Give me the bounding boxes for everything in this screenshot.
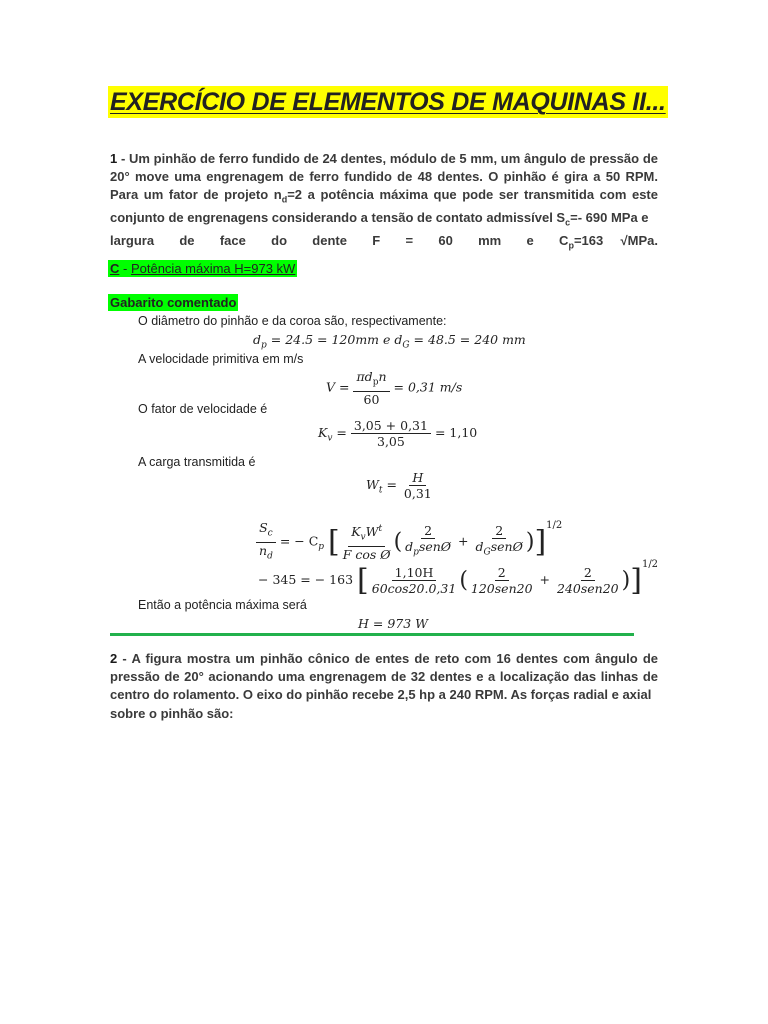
eq5-n-sub: d bbox=[267, 551, 273, 561]
q1-line-5 bbox=[110, 232, 658, 255]
solution-line-3: O fator de velocidade é bbox=[138, 402, 268, 416]
equation-max-power: H = 973 W bbox=[358, 616, 429, 631]
question-2-number: 2 bbox=[110, 651, 118, 666]
eq5-kw-frac bbox=[340, 522, 394, 562]
eq5-k-sub: v bbox=[360, 532, 366, 543]
eq5-close-paren: ) bbox=[525, 529, 535, 555]
eq6-lhs: − 345 = − 163 bbox=[258, 572, 354, 587]
solution-line-5: Então a potência máxima será bbox=[138, 598, 307, 612]
eq6-close-bracket: ] bbox=[630, 563, 642, 598]
eq5-f2 bbox=[473, 523, 526, 561]
eq1-sub-p: p bbox=[261, 340, 267, 351]
eq6-c-num: 2 bbox=[581, 565, 595, 581]
eq6-plus: + bbox=[539, 572, 551, 587]
solution-line-2: A velocidade primitiva em m/s bbox=[138, 352, 304, 366]
answer-highlight bbox=[108, 260, 297, 277]
equation-contact-stress bbox=[256, 520, 562, 564]
equation-velocity bbox=[326, 369, 462, 407]
eq5-w: W bbox=[365, 524, 379, 540]
eq4-fraction bbox=[401, 470, 435, 501]
eq1-sub-g: G bbox=[402, 340, 410, 351]
question-2 bbox=[110, 650, 658, 723]
eq3-rhs: = 1,10 bbox=[434, 425, 478, 440]
solution-line-4: A carga transmitida é bbox=[138, 455, 256, 469]
eq6-a bbox=[369, 565, 460, 596]
question-1-number: 1 bbox=[110, 151, 118, 166]
eq6-open-bracket: [ bbox=[357, 563, 369, 598]
q2-line-1: - A figura mostra um pinhão cônico de entes de reto com 16 dentes com ângulo de bbox=[117, 651, 658, 666]
eq6-a-num: 1,10H bbox=[392, 565, 437, 581]
q1-line-3a: Para um fator de projeto n bbox=[110, 187, 282, 203]
eq6-b-num: 2 bbox=[495, 565, 509, 581]
eq5-open-paren: ( bbox=[393, 529, 403, 555]
q1-line-1: - Um pinhão de ferro fundido de 24 dentes, módulo de 5 mm, um ângulo de pressão bbox=[117, 151, 640, 166]
eq5-f1 bbox=[402, 523, 454, 561]
eq6-exp: 1/2 bbox=[641, 558, 659, 570]
q1-line-5b: =163 √MPa. bbox=[573, 233, 658, 248]
eq6-c-den: 240sen20 bbox=[557, 581, 619, 596]
eq4-den: 0,31 bbox=[403, 486, 432, 501]
eq2-den: 60 bbox=[363, 391, 380, 407]
eq5-f1-sub: p bbox=[413, 547, 419, 558]
eq5-mid: = − C bbox=[279, 533, 319, 549]
eq4-w: W bbox=[366, 477, 379, 492]
eq6-open-paren: ( bbox=[459, 568, 468, 593]
eq5-f2-num: 2 bbox=[492, 523, 506, 539]
eq2-rhs: = 0,31 m/s bbox=[393, 379, 463, 395]
eq2-fraction bbox=[353, 369, 389, 407]
eq5-s-sub: c bbox=[267, 528, 273, 539]
eq3-fraction bbox=[351, 418, 431, 449]
eq5-f2-d: d bbox=[475, 539, 484, 555]
eq1-d: d bbox=[253, 332, 262, 347]
eq6-close-paren: ) bbox=[621, 568, 631, 593]
q1-line-5a: largura de face do dente F = 60 mm e C bbox=[110, 233, 569, 248]
eq4-sub: t bbox=[378, 485, 383, 496]
eq3-eq: = bbox=[332, 425, 347, 440]
eq6-a-den: 60cos20.0,31 bbox=[371, 581, 457, 596]
section-divider bbox=[110, 633, 634, 636]
equation-substitution bbox=[258, 558, 659, 598]
q1-sub-c: c bbox=[565, 217, 571, 228]
eq5-mid-sub: p bbox=[318, 542, 325, 552]
eq5-n: n bbox=[259, 542, 268, 558]
equation-diameters bbox=[253, 332, 526, 351]
eq2-num: πd bbox=[356, 369, 373, 384]
eq6-b bbox=[468, 565, 536, 596]
q2-line-4: sobre o pinhão são: bbox=[110, 705, 234, 721]
equation-load bbox=[366, 470, 435, 501]
eq5-f1-num: 2 bbox=[421, 523, 435, 539]
eq2-num-sub: p bbox=[372, 377, 379, 388]
eq5-f2-sub: G bbox=[483, 547, 491, 558]
eq3-sub: v bbox=[327, 433, 333, 444]
eq6-b-den: 120sen20 bbox=[470, 581, 533, 596]
equation-velocity-factor bbox=[318, 418, 477, 449]
eq5-s: S bbox=[259, 520, 268, 535]
eq5-f1-d: d bbox=[405, 539, 414, 555]
q2-line-3: centro do rolamento. O eixo do pinhão recebe 2,5 hp a 240 RPM. As forças radial e axial bbox=[110, 687, 652, 703]
eq2-lhs: V = bbox=[326, 379, 350, 395]
q1-sub-d: d bbox=[281, 195, 288, 205]
eq4-num: H bbox=[412, 470, 424, 485]
answer-letter: C bbox=[110, 261, 120, 276]
q1-sub-p: p bbox=[568, 240, 574, 251]
q2-line-2: pressão de 20° acionando uma engrenagem de 32 dentes e a localização das linhas de bbox=[110, 669, 658, 685]
q1-line-4b: =- 690 MPa e bbox=[570, 210, 649, 226]
gabarito-heading: Gabarito comentado bbox=[110, 295, 237, 310]
q1-line-2: de 20° move uma engrenagem de ferro fundido de 48 dentes. O pinhão é gira a 50 RPM. bbox=[110, 151, 658, 185]
q1-line-4a: conjunto de engrenagens considerando a tensão de contato admissível S bbox=[110, 210, 566, 226]
eq5-k-den: F cos Ø bbox=[342, 546, 391, 562]
answer-separator: - bbox=[119, 261, 131, 276]
eq5-plus: + bbox=[458, 533, 469, 549]
eq5-exp: 1/2 bbox=[546, 520, 563, 532]
eq3-num: 3,05 + 0,31 bbox=[351, 418, 431, 434]
eq5-w-sup: t bbox=[378, 524, 383, 535]
eq5-close-bracket: ] bbox=[534, 524, 547, 560]
q1-line-3b: =2 a potência máxima que pode ser transmitida com este bbox=[287, 187, 658, 203]
eq1-mid: = 24.5 = 120mm e d bbox=[266, 332, 403, 347]
eq3-k: K bbox=[318, 425, 328, 440]
question-1 bbox=[110, 150, 658, 255]
eq1-end: = 48.5 = 240 mm bbox=[409, 332, 526, 347]
eq5-open-bracket: [ bbox=[328, 524, 340, 560]
eq4-eq: = bbox=[382, 477, 397, 492]
eq5-f1-end: senØ bbox=[418, 539, 452, 555]
eq5-f2-end: senØ bbox=[490, 539, 523, 555]
eq3-den: 3,05 bbox=[377, 434, 405, 449]
page-title: EXERCÍCIO DE ELEMENTOS DE MAQUINAS II... bbox=[110, 88, 666, 116]
eq2-num-n: n bbox=[378, 369, 387, 384]
eq5-k: K bbox=[351, 524, 361, 540]
eq5-sc-nd bbox=[256, 520, 276, 564]
solution-line-1: O diâmetro do pinhão e da coroa são, respectivamente: bbox=[138, 314, 447, 328]
answer-text: Potência máxima H=973 kW bbox=[130, 261, 296, 276]
eq6-c bbox=[554, 565, 622, 596]
